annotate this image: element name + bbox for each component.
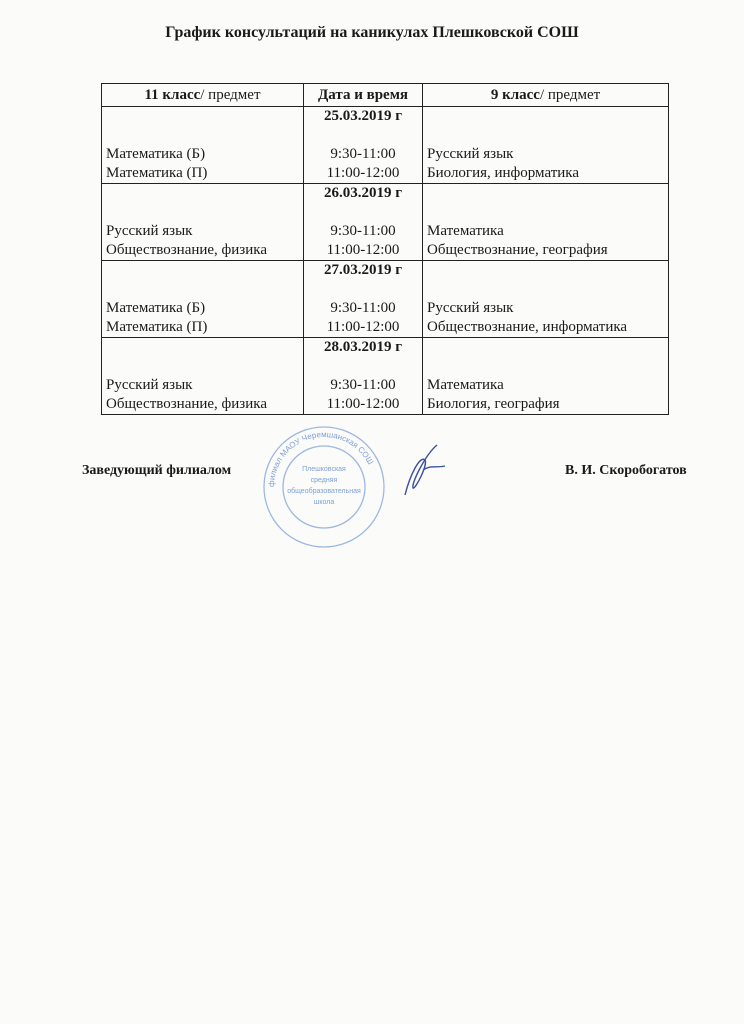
- date: 28.03.2019 г: [323, 339, 403, 355]
- subject: Математика (Б): [106, 146, 206, 162]
- grade11-subjects: [102, 184, 304, 261]
- subject: Русский язык: [427, 300, 514, 316]
- subject: Русский язык: [106, 223, 193, 239]
- subject: Математика: [427, 223, 504, 239]
- grade11-subjects: [102, 261, 304, 338]
- table-row: [102, 338, 669, 415]
- table-header-row: [102, 84, 669, 107]
- subject: Биология, география: [427, 396, 560, 412]
- date-time: [304, 261, 423, 338]
- subject: Русский язык: [106, 377, 193, 393]
- stamp-text: общеобразовательная: [287, 488, 361, 495]
- schedule-table: [101, 83, 669, 415]
- subject: Математика (П): [106, 165, 208, 181]
- date-time: [304, 107, 423, 184]
- time-slot: 9:30-11:00: [330, 146, 396, 162]
- time-slot: 11:00-12:00: [326, 242, 400, 258]
- subject: Обществознание, информатика: [427, 319, 628, 335]
- stamp-text: школа: [313, 499, 335, 506]
- table-row: [102, 184, 669, 261]
- header-grade11: 11 класс/ предмет: [102, 84, 304, 107]
- grade11-subjects: [102, 107, 304, 184]
- date: 26.03.2019 г: [323, 185, 403, 201]
- handwritten-signature: [395, 440, 455, 500]
- date-time: [304, 338, 423, 415]
- subject: Обществознание, физика: [106, 242, 267, 258]
- subject: Обществознание, география: [427, 242, 608, 258]
- time-slot: 9:30-11:00: [330, 300, 396, 316]
- time-slot: 9:30-11:00: [330, 377, 396, 393]
- school-stamp: [262, 425, 386, 549]
- table-row: [102, 107, 669, 184]
- subject: Математика (Б): [106, 300, 206, 316]
- stamp-ring-text: филиал МАОУ Черемшанская СОШ: [266, 429, 376, 488]
- table-row: [102, 261, 669, 338]
- stamp-text: Плешковская: [302, 466, 346, 473]
- grade9-subjects: [423, 338, 669, 415]
- signer-position: Заведующий филиалом: [82, 463, 232, 478]
- subject: Математика (П): [106, 319, 208, 335]
- header-datetime: Дата и время: [304, 84, 423, 107]
- grade9-subjects: [423, 261, 669, 338]
- date: 27.03.2019 г: [323, 262, 403, 278]
- header-grade9: 9 класс/ предмет: [423, 84, 669, 107]
- grade11-subjects: [102, 338, 304, 415]
- grade9-subjects: [423, 184, 669, 261]
- subject: Биология, информатика: [427, 165, 580, 181]
- time-slot: 11:00-12:00: [326, 165, 400, 181]
- date: 25.03.2019 г: [323, 108, 403, 124]
- date-time: [304, 184, 423, 261]
- page-title: График консультаций на каникулах Плешковской СОШ: [165, 24, 579, 41]
- subject: Русский язык: [427, 146, 514, 162]
- time-slot: 11:00-12:00: [326, 319, 400, 335]
- stamp-text: средняя: [310, 477, 338, 484]
- subject: Математика: [427, 377, 504, 393]
- subject: Обществознание, физика: [106, 396, 267, 412]
- signer-name: В. И. Скоробогатов: [565, 463, 687, 478]
- time-slot: 9:30-11:00: [330, 223, 396, 239]
- grade9-subjects: [423, 107, 669, 184]
- time-slot: 11:00-12:00: [326, 396, 400, 412]
